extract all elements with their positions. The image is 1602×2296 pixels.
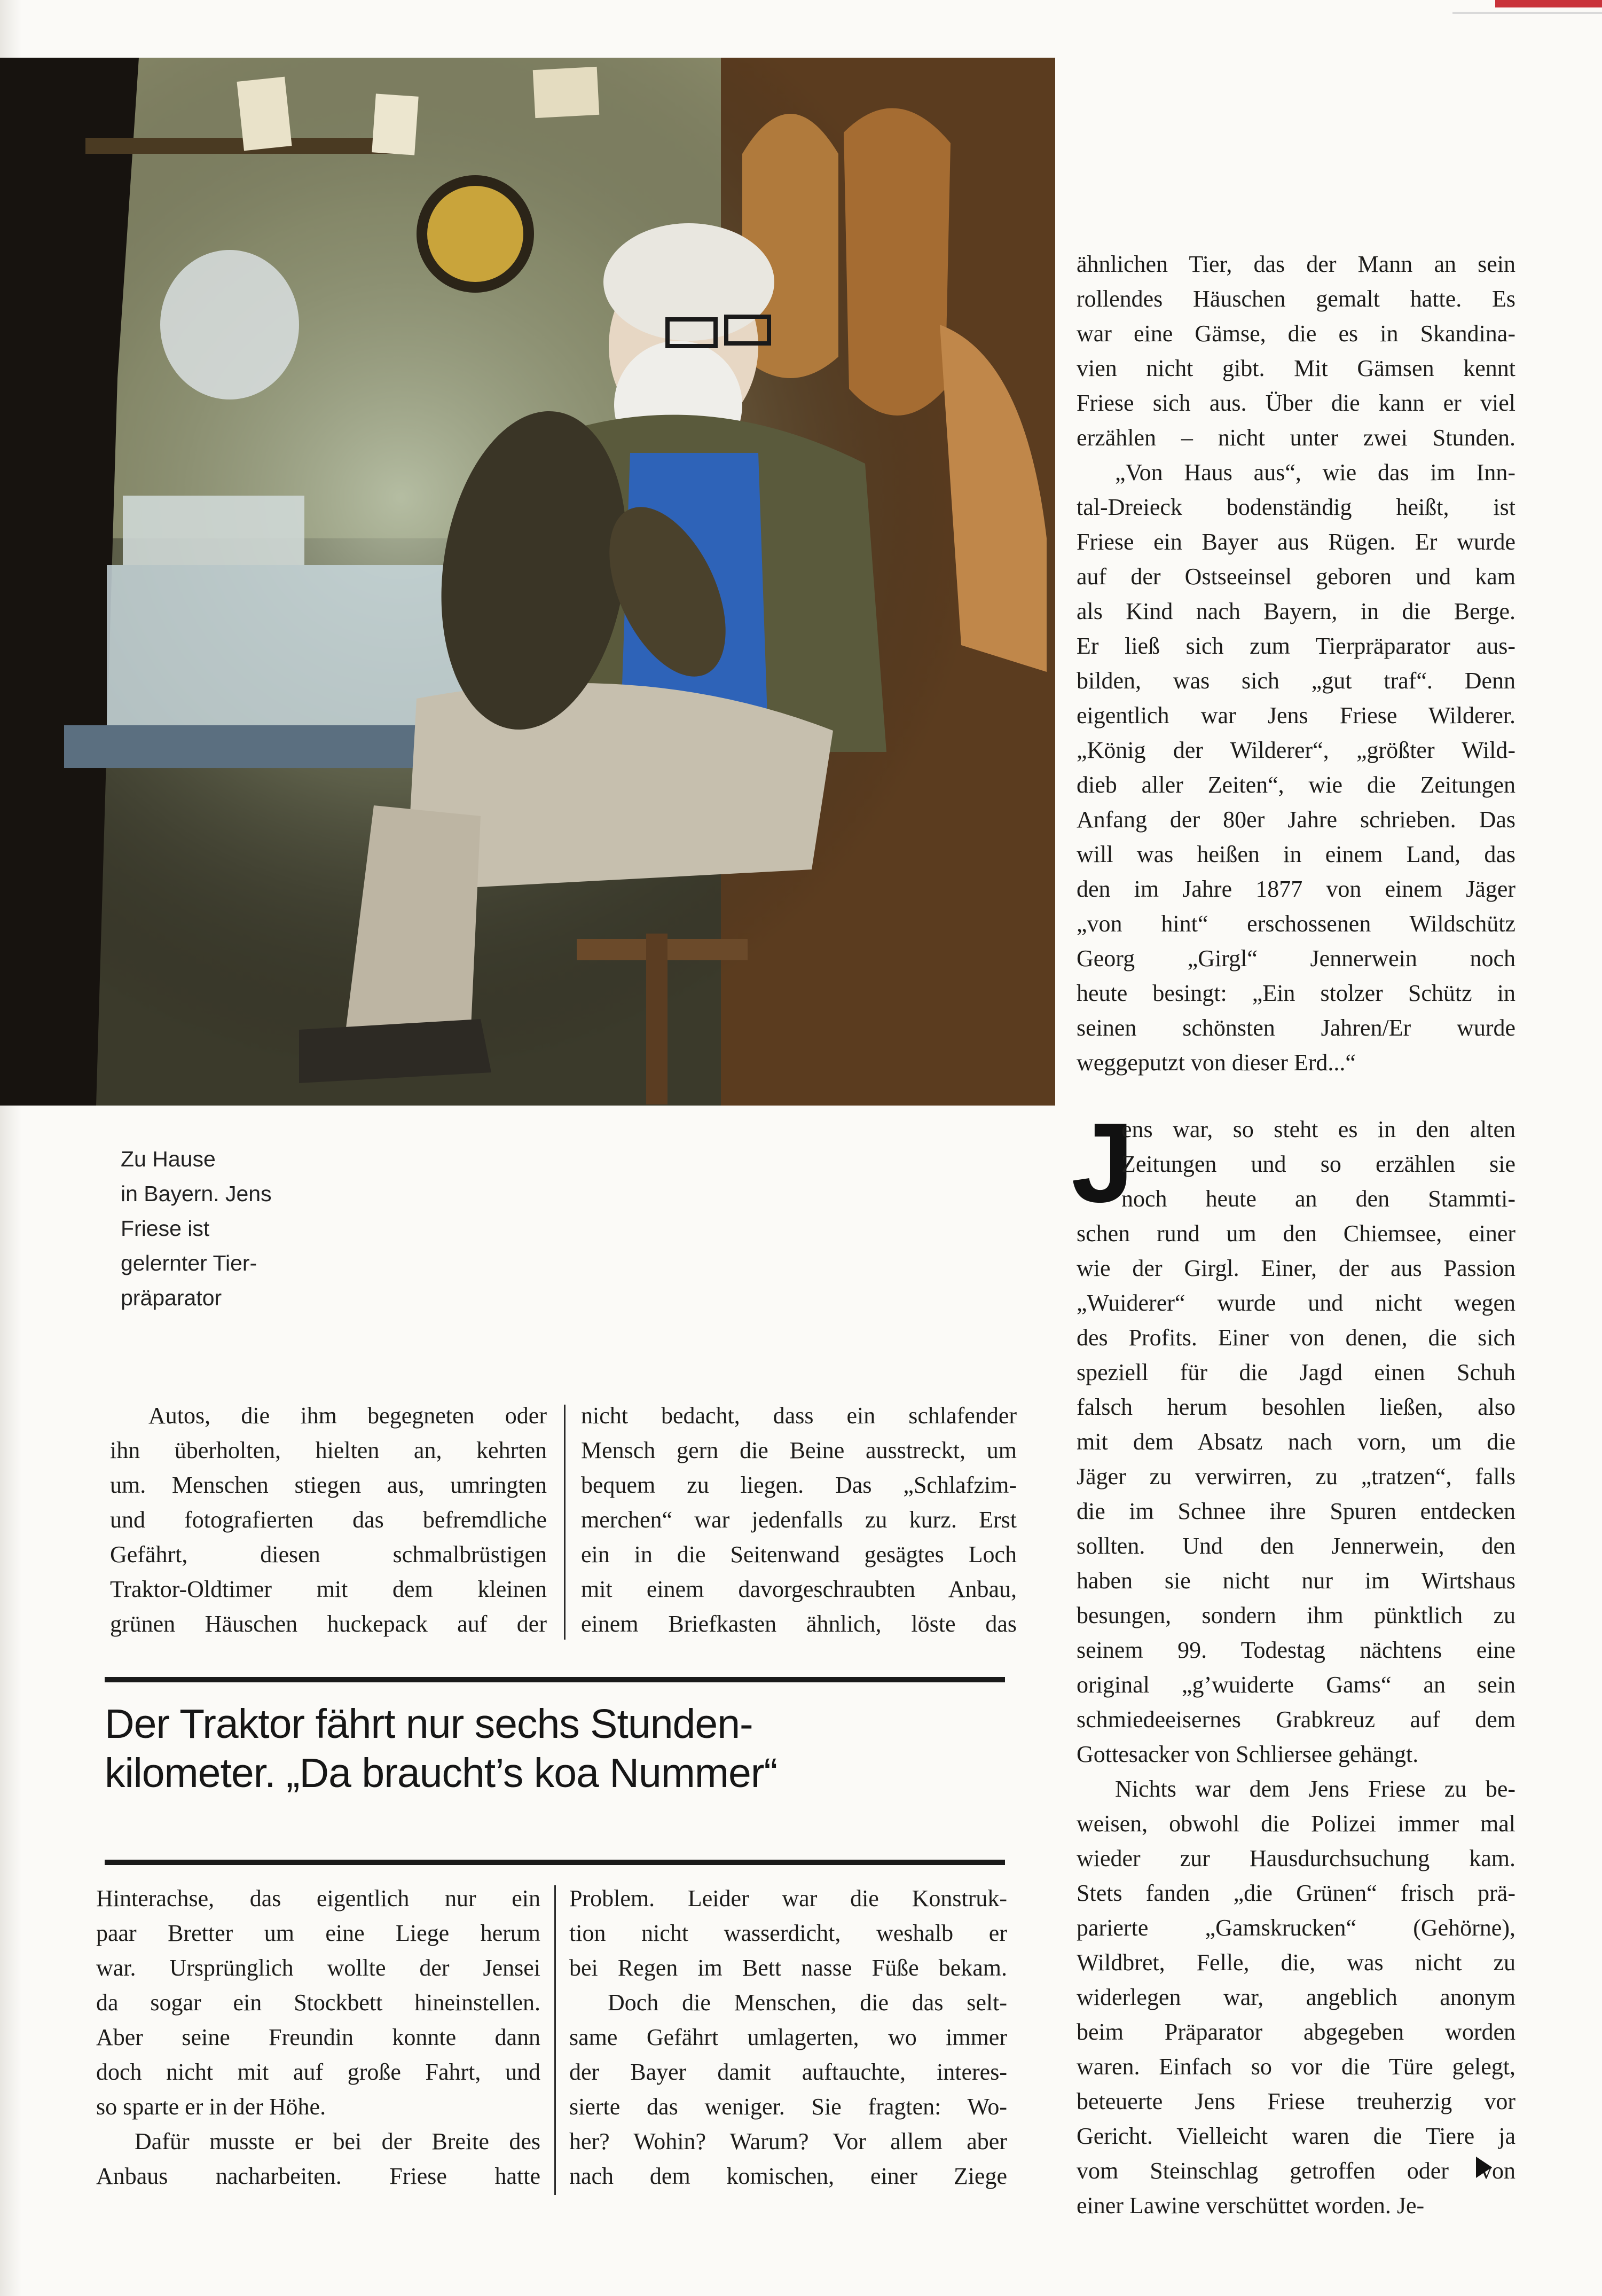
text-line: Anfang der 80er Jahre schrieben. Das [1077,806,1515,833]
text-line: eigentlich war Jens Friese Wilderer. [1077,702,1515,728]
text-line: original „g’wuiderte Gams“ an sein [1077,1672,1515,1698]
page-color-edge [1495,0,1602,7]
caption-line: gelernter Tier- [121,1251,257,1275]
text-line: um. Menschen stiegen aus, umringten [110,1472,547,1498]
text-line: merchen“ war jedenfalls zu kurz. Erst [581,1507,1017,1533]
text-line: bequem zu liegen. Das „Schlafzim- [581,1472,1017,1498]
text-line: tal-Dreieck bodenständig heißt, ist [1077,494,1515,520]
text-line: war. Ursprünglich wollte der Jensei [96,1955,540,1981]
text-line: sierte das weniger. Sie fragten: Wo- [569,2094,1007,2120]
text-line: und fotografierten das befremdliche [110,1507,547,1533]
text-line: war eine Gämse, die es in Skandina- [1077,320,1515,347]
text-line: als Kind nach Bayern, in die Berge. [1077,598,1515,624]
text-line: rollendes Häuschen gemalt hatte. Es [1077,286,1515,312]
text-line: „Von Haus aus“, wie das im Inn- [1115,459,1515,485]
text-line: Gottesacker von Schliersee gehängt. [1077,1741,1419,1767]
caption-line: in Bayern. Jens [121,1181,272,1206]
text-line: bilden, was sich „gut traf“. Denn [1077,668,1515,694]
text-line: her? Wohin? Warum? Vor allem aber [569,2128,1007,2154]
text-line: weisen, obwohl die Polizei immer mal [1077,1811,1515,1837]
text-line: Doch die Menschen, die das selt- [608,1989,1007,2016]
text-line: Jäger zu verwirren, zu „tratzen“, falls [1077,1463,1515,1490]
text-line: Mensch gern die Beine ausstreckt, um [581,1437,1017,1463]
text-line: widerlegen war, angeblich anonym [1077,1984,1515,2010]
text-line: haben sie nicht nur im Wirtshaus [1077,1568,1515,1594]
caption-line: Zu Hause [121,1147,216,1171]
text-line: parierte „Gamskrucken“ (Gehörne), [1077,1915,1515,1941]
pull-quote [105,1699,1012,1798]
text-line: Er ließ sich zum Tierpräparator aus- [1077,633,1515,659]
text-line: speziell für die Jagd einen Schuh [1077,1359,1515,1385]
photo-illustration [0,58,1055,1106]
pull-quote-line: kilometer. „Da braucht’s koa Nummer“ [105,1750,778,1796]
text-line: weggeputzt von dieser Erd...“ [1077,1049,1356,1076]
text-line: Friese ein Bayer aus Rügen. Er wurde [1077,529,1515,555]
text-line: falsch herum besohlen ließen, also [1077,1394,1515,1420]
text-line: die im Schnee ihre Spuren entdecken [1077,1498,1515,1524]
article-column-b [581,1398,1017,1641]
text-line: wie der Girgl. Einer, der aus Passion [1077,1255,1515,1281]
pull-quote-rule-bottom [105,1860,1005,1865]
text-line: Traktor-Oldtimer mit dem kleinen [110,1576,547,1602]
text-line: einem Briefkasten ähnlich, löste das [581,1611,1017,1637]
text-line: Aber seine Freundin konnte dann [96,2024,540,2050]
text-line: Zeitungen und so erzählen sie [1121,1151,1515,1177]
text-line: ihn überholten, hielten an, kehrten [110,1437,547,1463]
text-line: „von hint“ erschossenen Wildschütz [1077,911,1515,937]
text-line: dieb aller Zeiten“, wie die Zeitungen [1077,772,1515,798]
column-divider [554,1885,556,2195]
page-color-edge-line [1452,12,1602,14]
caption-line: präparator [121,1286,222,1310]
text-line: sollten. Und den Jennerwein, den [1077,1533,1515,1559]
text-line: da sogar ein Stockbett hineinstellen. [96,1989,540,2016]
article-column-c [96,1881,540,2193]
text-line: den im Jahre 1877 von einem Jäger [1077,876,1515,902]
text-line: nach dem komischen, einer Ziege [569,2163,1007,2189]
text-line: Autos, die ihm begegneten oder [148,1402,547,1429]
text-line: Anbaus nacharbeiten. Friese hatte [96,2163,540,2189]
text-line: grünen Häuschen huckepack auf der [110,1611,547,1637]
text-line: noch heute an den Stammti- [1121,1186,1515,1212]
text-line: erzählen – nicht unter zwei Stunden. [1077,425,1515,451]
column-divider [564,1405,566,1640]
text-line: Nichts war dem Jens Friese zu be- [1115,1776,1515,1802]
text-line: einer Lawine verschüttet worden. Je- [1077,2192,1425,2219]
text-line: Friese sich aus. Über die kann er viel [1077,390,1515,416]
text-line: beteuerte Jens Friese treuherzig vor [1077,2088,1515,2114]
text-line: Problem. Leider war die Konstruk- [569,1885,1007,1911]
text-line: schen rund um den Chiemsee, einer [1077,1220,1515,1247]
text-line: Georg „Girgl“ Jennerwein noch [1077,945,1515,971]
drop-cap: J [1071,1099,1134,1226]
text-line: ens war, so steht es in den alten [1121,1116,1515,1142]
text-line: doch nicht mit auf große Fahrt, und [96,2059,540,2085]
text-line: besungen, sondern ihm pünktlich zu [1077,1602,1515,1628]
text-line: Hinterachse, das eigentlich nur ein [96,1885,540,1911]
text-line: tion nicht wasserdicht, weshalb er [569,1920,1007,1946]
text-line: paar Bretter um eine Liege herum [96,1920,540,1946]
text-line: Wildbret, Felle, die, was nicht zu [1077,1949,1515,1976]
caption-line: Friese ist [121,1216,210,1241]
pull-quote-line: Der Traktor fährt nur sechs Stunden- [105,1701,753,1747]
pull-quote-rule-top [105,1677,1005,1682]
text-line: „König der Wilderer“, „größter Wild- [1077,737,1515,763]
text-line: beim Präparator abgegeben worden [1077,2019,1515,2045]
text-line: seinem 99. Todestag nächtens eine [1077,1637,1515,1663]
text-line: der Bayer damit auftauchte, interes- [569,2059,1007,2085]
photo-caption [121,1142,334,1315]
article-column-a [110,1398,547,1641]
text-line: Stets fanden „die Grünen“ frisch prä- [1077,1880,1515,1906]
text-line: Gericht. Vielleicht waren die Tiere ja [1077,2123,1515,2149]
text-line: wieder zur Hausdurchsuchung kam. [1077,1845,1515,1871]
text-line: heute besingt: „Ein stolzer Schütz in [1077,980,1515,1006]
text-line: so sparte er in der Höhe. [96,2094,326,2120]
text-line: will was heißen in einem Land, das [1077,841,1515,867]
arrow-right-icon [1476,2157,1492,2178]
text-line: mit dem Absatz nach vorn, um die [1077,1429,1515,1455]
text-line: des Profits. Einer von denen, die sich [1077,1325,1515,1351]
text-line: Gefährt, diesen schmalbrüstigen [110,1541,547,1568]
text-line: schmiedeeisernes Grabkreuz auf dem [1077,1706,1515,1733]
article-column-right-top [1077,247,1515,1080]
text-line: seinen schönsten Jahren/Er wurde [1077,1015,1515,1041]
text-line: bei Regen im Bett nasse Füße bekam. [569,1955,1007,1981]
text-line: auf der Ostseeinsel geboren und kam [1077,563,1515,590]
text-line: same Gefährt umlagerten, wo immer [569,2024,1007,2050]
text-line: „Wuiderer“ wurde und nicht wegen [1077,1290,1515,1316]
article-column-d [569,1881,1007,2193]
article-column-right-bottom [1077,1112,1515,2223]
text-line: ein in die Seitenwand gesägtes Loch [581,1541,1017,1568]
text-line: Dafür musste er bei der Breite des [135,2128,540,2154]
text-line: ähnlichen Tier, das der Mann an sein [1077,251,1515,277]
text-line: vien nicht gibt. Mit Gämsen kennt [1077,355,1515,381]
text-line: waren. Einfach so vor die Türe gelegt, [1077,2054,1515,2080]
text-line: mit einem davorgeschraubten Anbau, [581,1576,1017,1602]
text-line: vom Steinschlag getroffen oder von [1077,2158,1515,2184]
photo-taxidermist [0,58,1055,1106]
text-line: nicht bedacht, dass ein schlafender [581,1402,1017,1429]
